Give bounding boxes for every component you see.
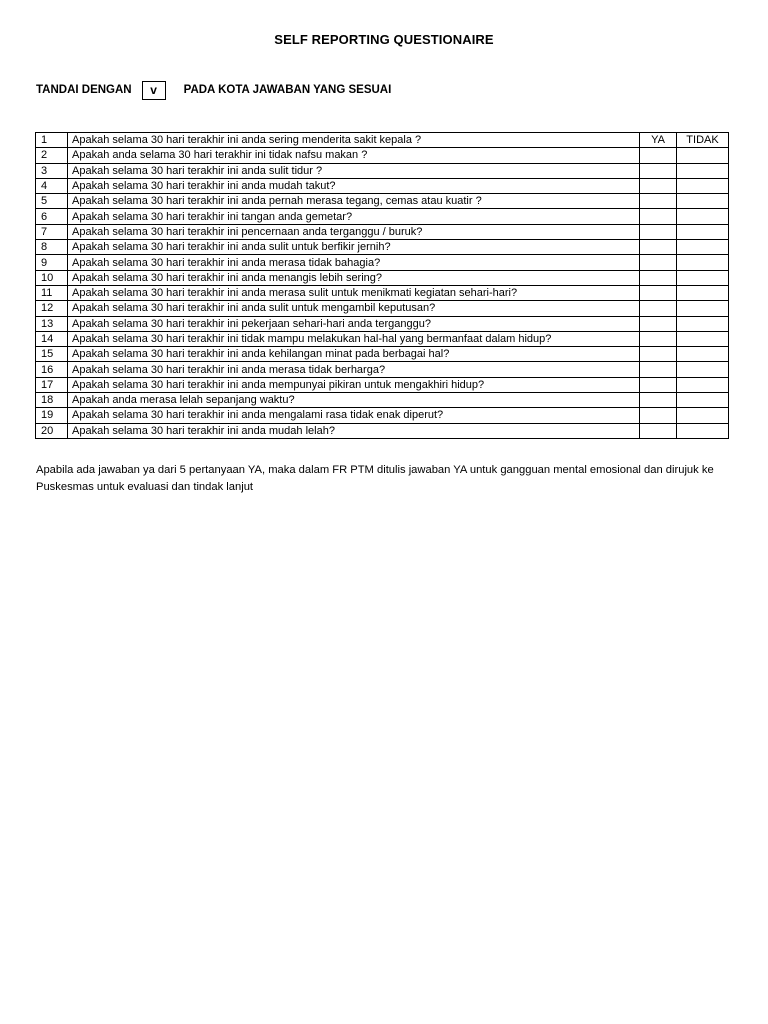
answer-tidak-cell[interactable] — [677, 423, 729, 438]
question-row — [36, 301, 729, 316]
instruction-line — [36, 80, 391, 100]
answer-ya-cell[interactable] — [640, 178, 677, 193]
question-text: Apakah selama 30 hari terakhir ini anda merasa tidak berharga? — [68, 362, 640, 377]
question-text: Apakah selama 30 hari terakhir ini anda kehilangan minat pada berbagai hal? — [68, 347, 640, 362]
question-row — [36, 178, 729, 193]
question-text: Apakah selama 30 hari terakhir ini anda sulit untuk berfikir jernih? — [68, 240, 640, 255]
answer-ya-cell[interactable] — [640, 163, 677, 178]
header-ya[interactable]: YA — [640, 133, 677, 148]
question-text: Apakah selama 30 hari terakhir ini anda merasa tidak bahagia? — [68, 255, 640, 270]
question-row — [36, 377, 729, 392]
question-text: Apakah selama 30 hari terakhir ini anda mudah lelah? — [68, 423, 640, 438]
answer-ya-cell[interactable] — [640, 301, 677, 316]
answer-tidak-cell[interactable] — [677, 285, 729, 300]
answer-ya-cell[interactable] — [640, 209, 677, 224]
answer-tidak-cell[interactable] — [677, 347, 729, 362]
question-row — [36, 285, 729, 300]
question-number: 14 — [36, 331, 68, 346]
question-number: 12 — [36, 301, 68, 316]
question-number: 20 — [36, 423, 68, 438]
question-text: Apakah selama 30 hari terakhir ini tidak mampu melakukan hal-hal yang bermanfaat dalam hidup? — [68, 331, 640, 346]
question-number: 9 — [36, 255, 68, 270]
question-row — [36, 148, 729, 163]
answer-tidak-cell[interactable] — [677, 240, 729, 255]
question-text: Apakah selama 30 hari terakhir ini anda mengalami rasa tidak enak diperut? — [68, 408, 640, 423]
answer-tidak-cell[interactable] — [677, 209, 729, 224]
answer-tidak-cell[interactable] — [677, 224, 729, 239]
answer-ya-cell[interactable] — [640, 408, 677, 423]
question-row — [36, 362, 729, 377]
question-number: 13 — [36, 316, 68, 331]
question-number: 18 — [36, 393, 68, 408]
answer-ya-cell[interactable] — [640, 316, 677, 331]
question-row — [36, 347, 729, 362]
question-row — [36, 240, 729, 255]
question-text: Apakah selama 30 hari terakhir ini pencernaan anda terganggu / buruk? — [68, 224, 640, 239]
question-text: Apakah anda merasa lelah sepanjang waktu? — [68, 393, 640, 408]
question-number: 6 — [36, 209, 68, 224]
answer-ya-cell[interactable] — [640, 423, 677, 438]
question-number: 1 — [36, 133, 68, 148]
question-row — [36, 270, 729, 285]
page-title: SELF REPORTING QUESTIONAIRE — [274, 32, 494, 47]
question-number: 19 — [36, 408, 68, 423]
question-text: Apakah selama 30 hari terakhir ini anda merasa sulit untuk menikmati kegiatan sehari-hari? — [68, 285, 640, 300]
question-number: 3 — [36, 163, 68, 178]
question-number: 7 — [36, 224, 68, 239]
answer-tidak-cell[interactable] — [677, 301, 729, 316]
question-row — [36, 316, 729, 331]
question-row — [36, 209, 729, 224]
answer-ya-cell[interactable] — [640, 148, 677, 163]
question-number: 10 — [36, 270, 68, 285]
question-row — [36, 194, 729, 209]
question-text: Apakah anda selama 30 hari terakhir ini tidak nafsu makan ? — [68, 148, 640, 163]
question-number: 17 — [36, 377, 68, 392]
answer-tidak-cell[interactable] — [677, 163, 729, 178]
question-text: Apakah selama 30 hari terakhir ini anda mempunyai pikiran untuk mengakhiri hidup? — [68, 377, 640, 392]
answer-ya-cell[interactable] — [640, 393, 677, 408]
instruction-suffix: PADA KOTA JAWABAN YANG SESUAI — [183, 84, 392, 96]
question-number: 2 — [36, 148, 68, 163]
answer-tidak-cell[interactable] — [677, 255, 729, 270]
question-row — [36, 393, 729, 408]
check-mark-example: v — [142, 81, 166, 100]
answer-ya-cell[interactable] — [640, 377, 677, 392]
answer-tidak-cell[interactable] — [677, 270, 729, 285]
question-row — [36, 133, 729, 148]
answer-tidak-cell[interactable] — [677, 377, 729, 392]
answer-ya-cell[interactable] — [640, 194, 677, 209]
question-number: 11 — [36, 285, 68, 300]
question-row — [36, 163, 729, 178]
answer-tidak-cell[interactable] — [677, 408, 729, 423]
answer-tidak-cell[interactable] — [677, 331, 729, 346]
question-text: Apakah selama 30 hari terakhir ini anda sulit untuk mengambil keputusan? — [68, 301, 640, 316]
answer-ya-cell[interactable] — [640, 347, 677, 362]
question-text: Apakah selama 30 hari terakhir ini anda menangis lebih sering? — [68, 270, 640, 285]
answer-ya-cell[interactable] — [640, 270, 677, 285]
answer-ya-cell[interactable] — [640, 362, 677, 377]
question-row — [36, 423, 729, 438]
question-number: 15 — [36, 347, 68, 362]
note-text: Apabila ada jawaban ya dari 5 pertanyaan YA, maka dalam FR PTM ditulis jawaban YA untuk gangguan mental emosional dan dirujuk ke Puskesmas untuk evaluasi dan tindak lanjut — [36, 464, 714, 493]
question-row — [36, 255, 729, 270]
question-number: 8 — [36, 240, 68, 255]
question-text: Apakah selama 30 hari terakhir ini anda mudah takut? — [68, 178, 640, 193]
question-text: Apakah selama 30 hari terakhir ini anda pernah merasa tegang, cemas atau kuatir ? — [68, 194, 640, 209]
question-text: Apakah selama 30 hari terakhir ini anda sulit tidur ? — [68, 163, 640, 178]
answer-tidak-cell[interactable] — [677, 194, 729, 209]
header-tidak[interactable]: TIDAK — [677, 133, 729, 148]
question-row — [36, 408, 729, 423]
question-number: 16 — [36, 362, 68, 377]
answer-ya-cell[interactable] — [640, 331, 677, 346]
answer-ya-cell[interactable] — [640, 240, 677, 255]
answer-tidak-cell[interactable] — [677, 393, 729, 408]
question-text: Apakah selama 30 hari terakhir ini tangan anda gemetar? — [68, 209, 640, 224]
answer-ya-cell[interactable] — [640, 224, 677, 239]
question-text: Apakah selama 30 hari terakhir ini pekerjaan sehari-hari anda terganggu? — [68, 316, 640, 331]
question-number: 4 — [36, 178, 68, 193]
question-text: Apakah selama 30 hari terakhir ini anda sering menderita sakit kepala ? — [68, 133, 640, 148]
answer-tidak-cell[interactable] — [677, 148, 729, 163]
answer-ya-cell[interactable] — [640, 255, 677, 270]
question-row — [36, 331, 729, 346]
answer-tidak-cell[interactable] — [677, 178, 729, 193]
question-number: 5 — [36, 194, 68, 209]
instruction-prefix: TANDAI DENGAN — [36, 84, 132, 96]
question-row — [36, 224, 729, 239]
questionnaire-table — [35, 132, 729, 439]
answer-tidak-cell[interactable] — [677, 362, 729, 377]
answer-tidak-cell[interactable] — [677, 316, 729, 331]
answer-ya-cell[interactable] — [640, 285, 677, 300]
